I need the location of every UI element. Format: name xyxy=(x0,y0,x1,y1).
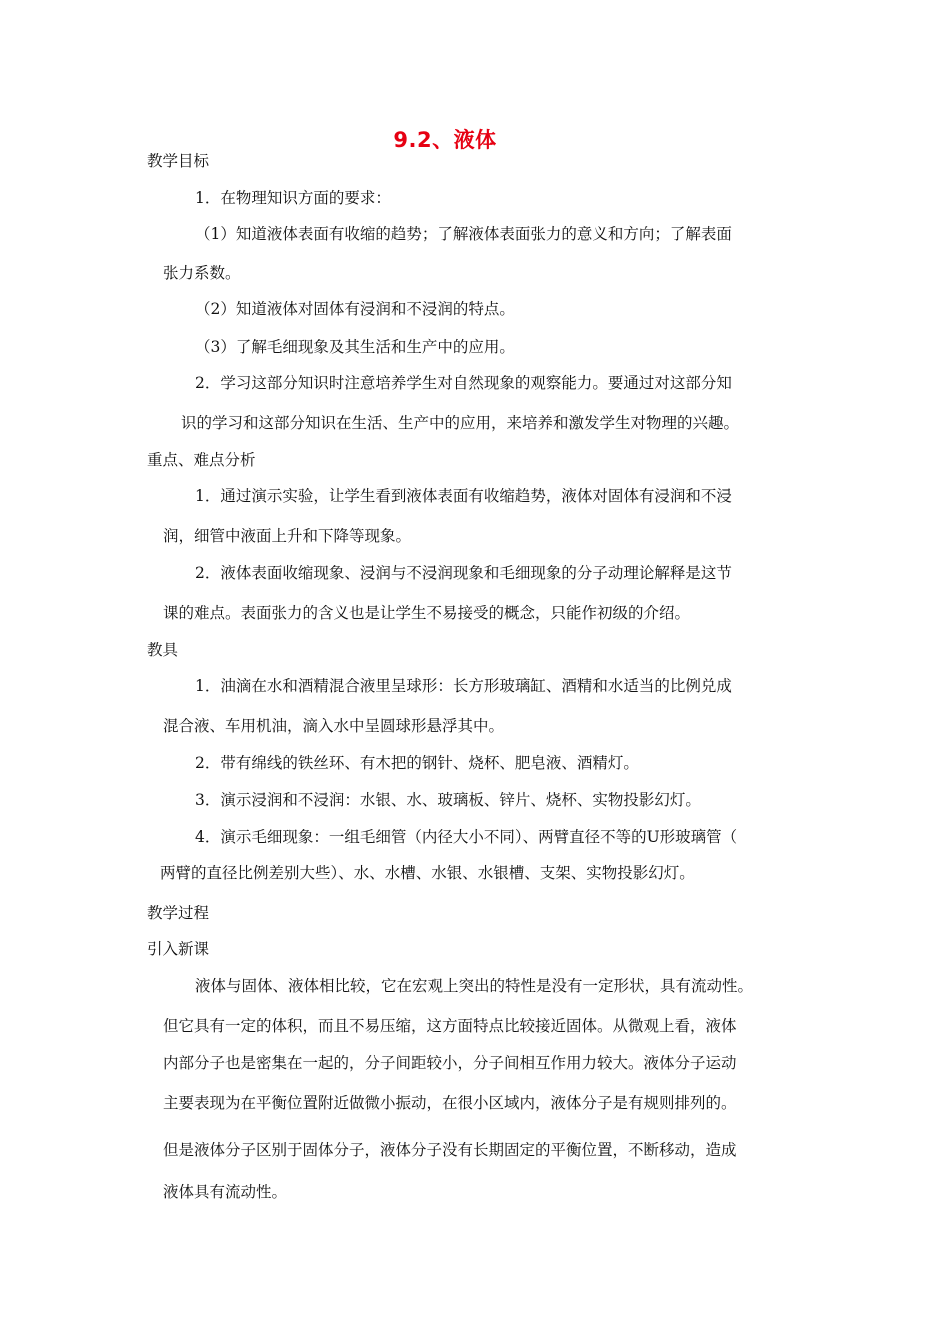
paragraph-line: 内部分子也是密集在一起的，分子间距较小，分子间相互作用力较大。液体分子运动 xyxy=(163,1054,737,1072)
paragraph-line: 主要表现为在平衡位置附近做微小振动，在很小区域内，液体分子是有规则排列的。 xyxy=(163,1094,737,1112)
paragraph-line: 课的难点。表面张力的含义也是让学生不易接受的概念，只能作初级的介绍。 xyxy=(163,604,691,622)
paragraph-line: （2）知道液体对固体有浸润和不浸润的特点。 xyxy=(195,300,515,318)
document-title: 9.2、液体 xyxy=(393,128,497,152)
paragraph-line: 3．演示浸润和不浸润：水银、水、玻璃板、锌片、烧杯、实物投影幻灯。 xyxy=(195,791,701,809)
section-heading-introduction: 引入新课 xyxy=(147,940,210,958)
paragraph-line: 1．在物理知识方面的要求： xyxy=(195,189,391,207)
paragraph-line: 但它具有一定的体积，而且不易压缩，这方面特点比较接近固体。从微观上看，液体 xyxy=(163,1017,737,1035)
paragraph-line: 混合液、车用机油，滴入水中呈圆球形悬浮其中。 xyxy=(163,717,505,735)
paragraph-line: 2．学习这部分知识时注意培养学生对自然现象的观察能力。要通过对这部分知 xyxy=(195,374,732,392)
section-heading-teaching-aids: 教具 xyxy=(147,641,179,659)
section-heading-objectives: 教学目标 xyxy=(147,152,210,170)
paragraph-line: （3）了解毛细现象及其生活和生产中的应用。 xyxy=(195,338,515,356)
paragraph-line: 1．油滴在水和酒精混合液里呈球形：长方形玻璃缸、酒精和水适当的比例兑成 xyxy=(195,677,732,695)
paragraph-line: 4．演示毛细现象：一组毛细管（内径大小不同）、两臂直径不等的U形玻璃管（ xyxy=(195,828,738,846)
paragraph-line: 液体与固体、液体相比较，它在宏观上突出的特性是没有一定形状，具有流动性。 xyxy=(195,977,754,995)
paragraph-line: 张力系数。 xyxy=(163,264,241,282)
paragraph-line: 识的学习和这部分知识在生活、生产中的应用，来培养和激发学生对物理的兴趣。 xyxy=(181,414,740,432)
paragraph-line: 2．带有绵线的铁丝环、有木把的钢针、烧杯、肥皂液、酒精灯。 xyxy=(195,754,639,772)
paragraph-line: 2．液体表面收缩现象、浸润与不浸润现象和毛细现象的分子动理论解释是这节 xyxy=(195,564,732,582)
paragraph-line: 润，细管中液面上升和下降等现象。 xyxy=(163,527,412,545)
paragraph-line: 两臂的直径比例差别大些）、水、水槽、水银、水银槽、支架、实物投影幻灯。 xyxy=(160,864,695,882)
paragraph-line: 但是液体分子区别于固体分子，液体分子没有长期固定的平衡位置，不断移动，造成 xyxy=(163,1141,737,1159)
paragraph-line: 1．通过演示实验，让学生看到液体表面有收缩趋势，液体对固体有浸润和不浸 xyxy=(195,487,732,505)
section-heading-process: 教学过程 xyxy=(147,904,210,922)
paragraph-line: （1）知道液体表面有收缩的趋势；了解液体表面张力的意义和方向；了解表面 xyxy=(195,225,732,243)
section-heading-key-points: 重点、难点分析 xyxy=(147,451,256,469)
paragraph-line: 液体具有流动性。 xyxy=(163,1183,288,1201)
